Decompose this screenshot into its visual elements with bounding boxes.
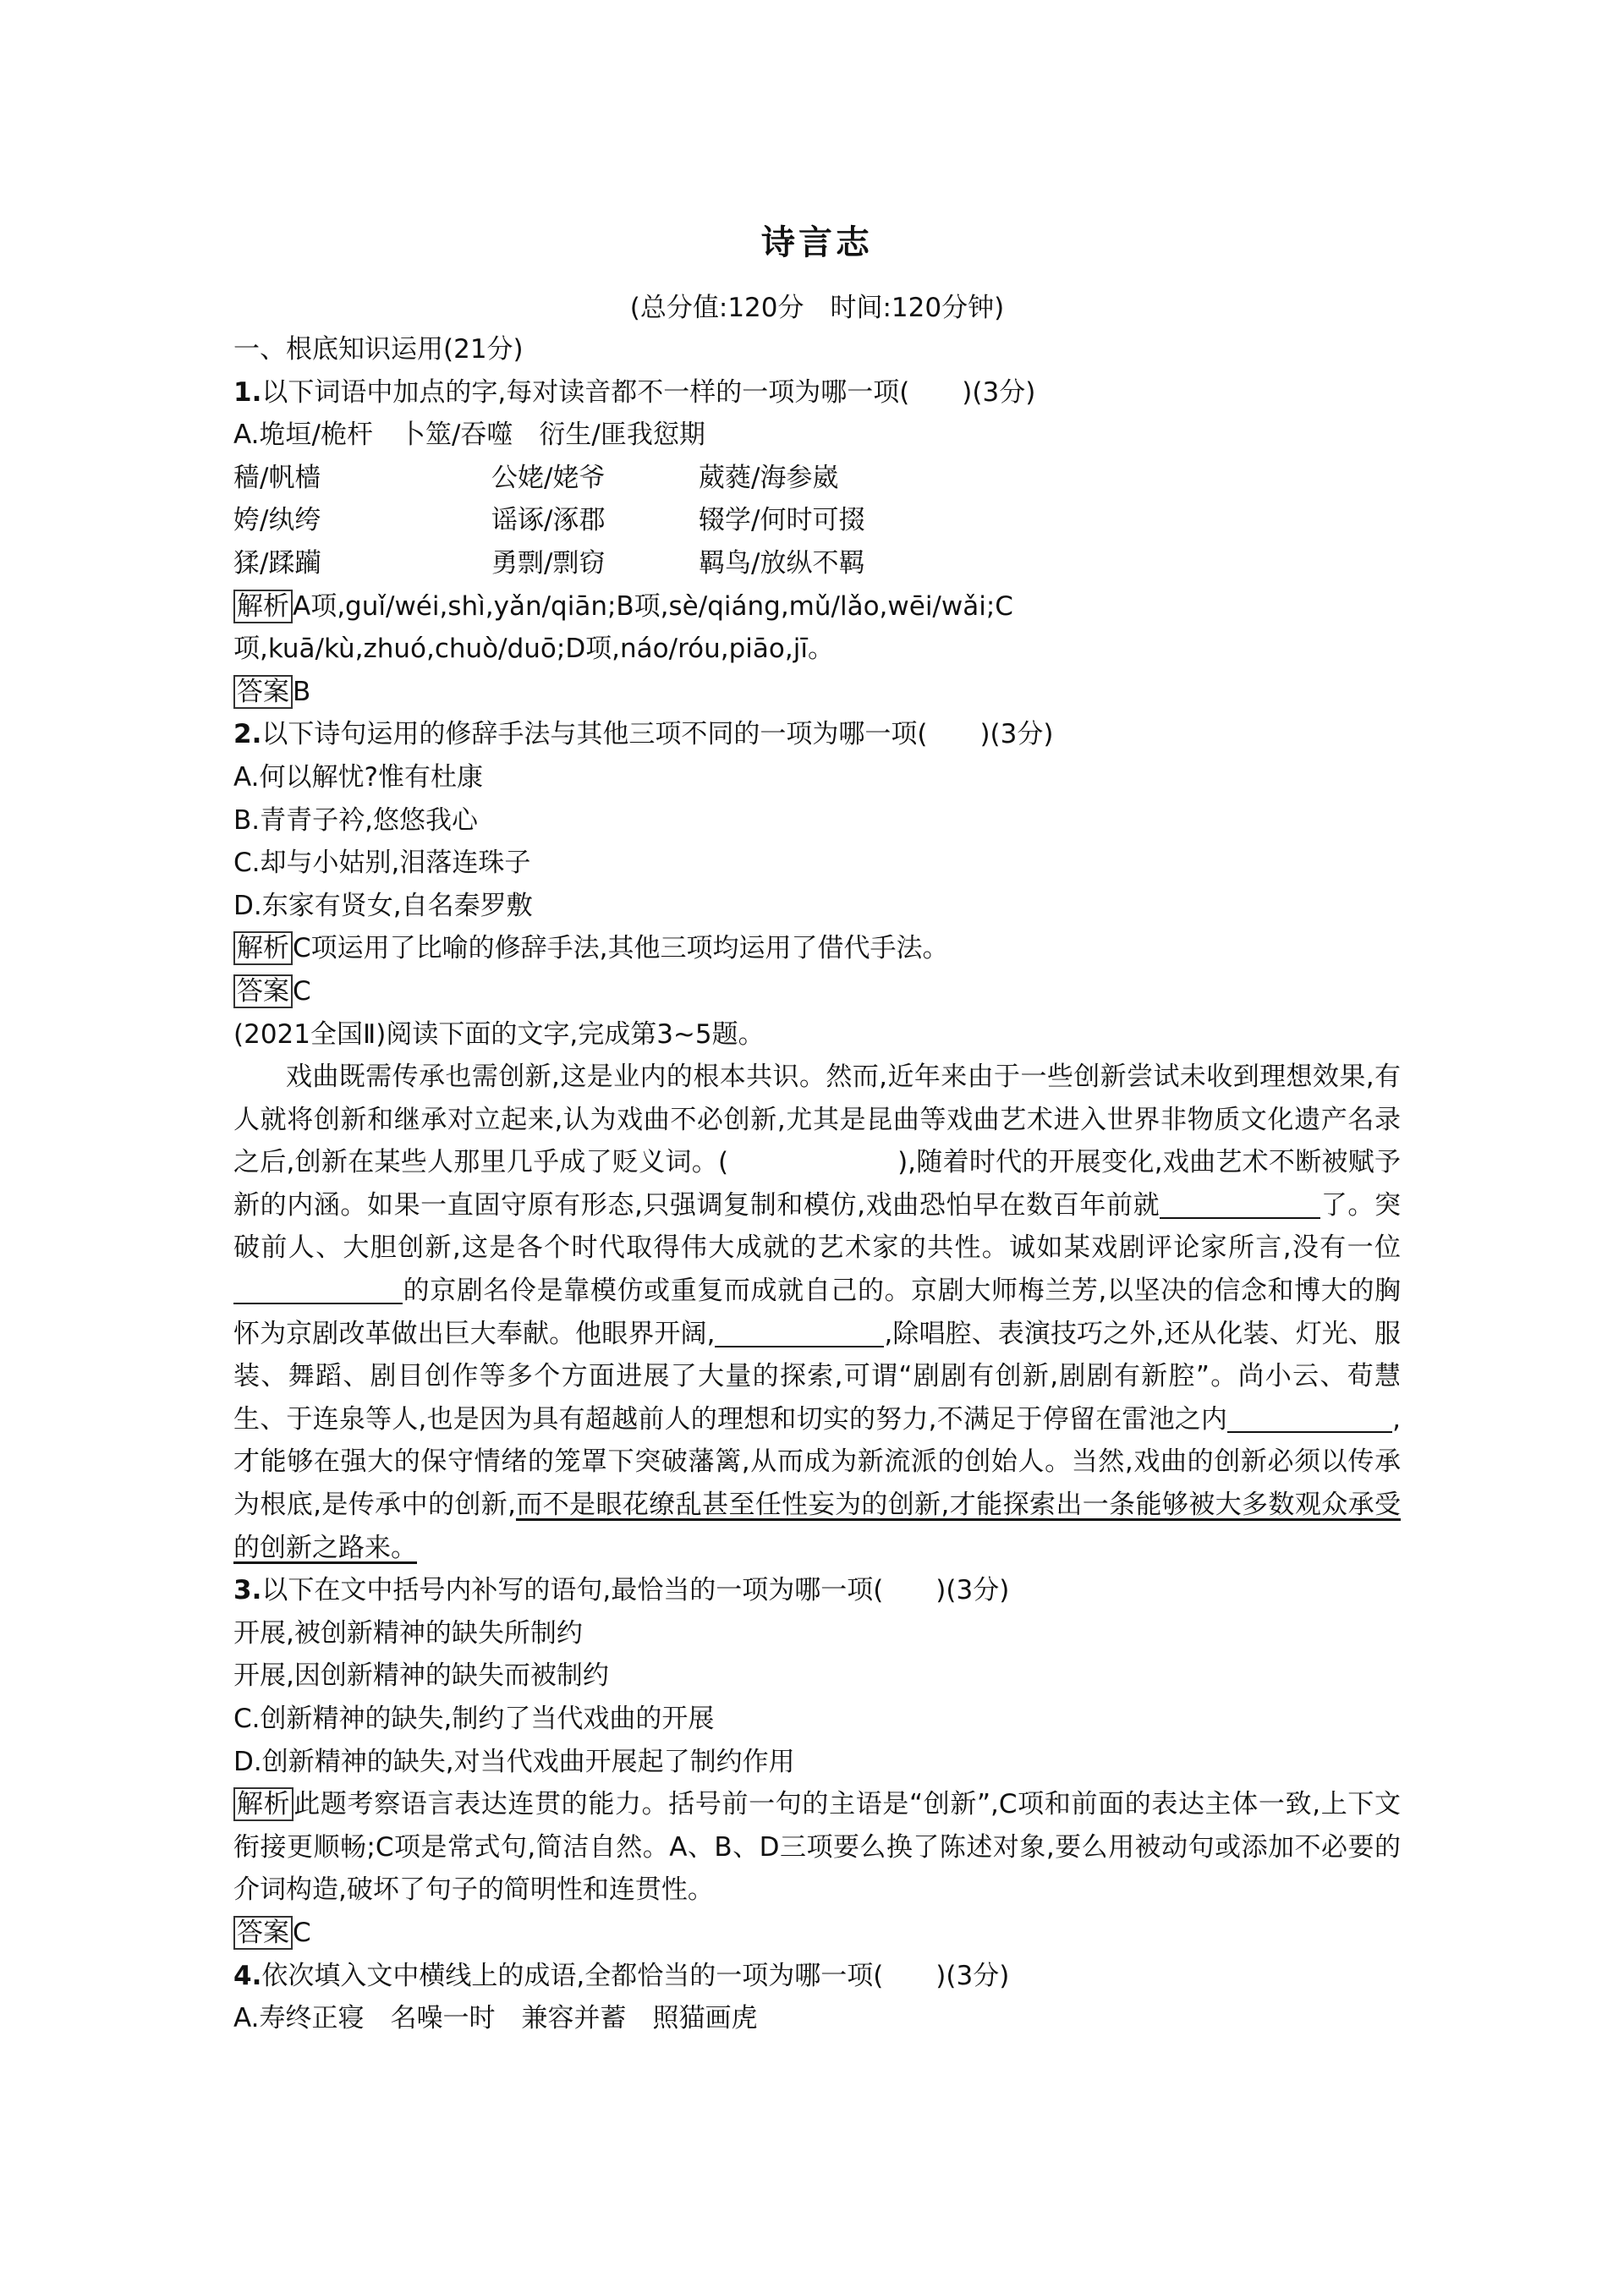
q1-answer: 答案 B xyxy=(233,671,1401,714)
q3-option-c: C.创新精神的缺失,制约了当代戏曲的开展 xyxy=(233,1704,715,1734)
underlined-sentence: 而不是眼花缭乱甚至任性妄为的创新,才能探索出一条能够被大多数观众承受的创新之路来。 xyxy=(233,1490,1401,1563)
answer-tag: 答案 xyxy=(233,974,293,1008)
q3-answer: 答案 C xyxy=(233,1912,1401,1955)
page-title: 诗言志 xyxy=(761,223,873,262)
analysis-tag: 解析 xyxy=(233,931,293,965)
q2-option-a: A.何以解忧?惟有杜康 xyxy=(233,761,483,793)
answer-tag: 答案 xyxy=(233,675,293,709)
bracket-gap xyxy=(728,1147,897,1176)
section-heading: 一、根底知识运用(21分) xyxy=(233,334,524,365)
blank-1 xyxy=(1160,1188,1320,1219)
q3-option-b: 开展,因创新精神的缺失而被制约 xyxy=(233,1660,609,1692)
q2-answer: 答案 C xyxy=(233,970,1401,1013)
q2-analysis: 解析 C项运用了比喻的修辞手法,其他三项均运用了借代手法。 xyxy=(233,927,1401,970)
q1-option-row: 猱/蹂躏 勇剽/剽窃 羁鸟/放纵不羁 xyxy=(233,547,865,579)
question-1-stem: 1.以下词语中加点的字,每对读音都不一样的一项为哪一项( )(3分) xyxy=(233,376,1036,408)
q1-option-a: A.垝垣/桅杆 卜筮/吞噬 衍生/匪我愆期 xyxy=(233,420,705,451)
q3-option-d: D.创新精神的缺失,对当代戏曲开展起了制约作用 xyxy=(233,1746,795,1777)
q1-option-row: 穑/帆樯 公姥/姥爷 葳蕤/海参崴 xyxy=(233,462,839,493)
passage-text: 戏曲既需传承也需创新,这是业内的根本共识。然而,近年来由于一些创新尝试未收到理想效果,有人就将创新和继承对立起来,认为戏曲不必创新,尤其是昆曲等戏曲艺术进入世界非物质文化遗产名录之后,创新在某些人那里几乎成了贬义词。( ),随着时代的开展变化,戏曲艺术不断被赋予新的内涵。如果一直固守原有形态,只强调复制和模仿,戏曲恐怕早在数百年前就 了。突破前人、大胆创新,这是各个时代取得伟大成就的艺术家的共性。诚如某戏剧评论家所言,没有一位的京剧名伶是靠模仿或重复而成就自己的。京剧大师梅兰芳,以坚决的信念和博大的胸怀为京剧改革做出巨大奉献。他眼界开阔, ,除唱腔、表演技巧之外,还从化装、灯光、服装、舞蹈、剧目创作等多个方面进展了大量的探索,可谓“剧剧有创新,剧剧有新腔”。尚小云、荀慧生、于连泉等人,也是因为具有超越前人的理想和切实的努力,不满足于停留在雷池之内 ,才能够在强大的保守情绪的笼罩下突破藩篱,从而成为新流派的创始人。当然,戏曲的创新必须以传承为根底,是传承中的创新,而不是眼花缭乱甚至任性妄为的创新,才能探索出一条能够被大多数观众承受的创新之路来。 xyxy=(233,1062,1401,1563)
q3-option-a: 开展,被创新精神的缺失所制约 xyxy=(233,1617,583,1649)
blank-3 xyxy=(715,1317,884,1347)
question-number: 4. xyxy=(233,1960,262,1991)
question-number: 2. xyxy=(233,719,262,750)
q3-analysis: 解析 此题考察语言表达连贯的能力。括号前一句的主语是“创新”,C项和前面的表达主体一致,上下文衔接更顺畅;C项是常式句,简洁自然。A、B、D三项要么换了陈述对象,要么用被动句或添加不必要的介词构造,破坏了句子的简明性和连贯性。 xyxy=(233,1789,1401,1906)
q1-analysis-cont: 项,kuā/kù,zhuó,chuò/duō;D项,náo/róu,piāo,jī。 xyxy=(233,634,834,665)
q2-option-d: D.东家有贤女,自名秦罗敷 xyxy=(233,890,533,921)
question-2-stem: 2.以下诗句运用的修辞手法与其他三项不同的一项为哪一项( )(3分) xyxy=(233,719,1054,750)
analysis-tag: 解析 xyxy=(233,590,293,623)
blank-2 xyxy=(233,1274,403,1304)
question-number: 1. xyxy=(233,376,262,408)
question-3-stem: 3.以下在文中括号内补写的语句,最恰当的一项为哪一项( )(3分) xyxy=(233,1575,1010,1606)
question-4-stem: 4.依次填入文中横线上的成语,全都恰当的一项为哪一项( )(3分) xyxy=(233,1960,1010,1991)
passage-intro: (2021全国Ⅱ)阅读下面的文字,完成第3~5题。 xyxy=(233,1018,765,1050)
exam-meta: (总分值:120分 时间:120分钟) xyxy=(629,293,1005,323)
blank-4 xyxy=(1227,1402,1392,1433)
q2-option-c: C.却与小姑别,泪落连珠子 xyxy=(233,848,531,879)
q2-option-b: B.青青子衿,悠悠我心 xyxy=(233,804,478,836)
q4-option-a: A.寿终正寝 名噪一时 兼容并蓄 照猫画虎 xyxy=(233,2003,758,2034)
answer-tag: 答案 xyxy=(233,1916,293,1950)
analysis-tag: 解析 xyxy=(233,1787,294,1821)
question-number: 3. xyxy=(233,1575,262,1606)
q1-option-row: 姱/纨绔 谣诼/涿郡 辍学/何时可掇 xyxy=(233,505,865,536)
exam-body xyxy=(233,328,1401,2040)
q1-analysis: 解析 A项,guǐ/wéi,shì,yǎn/qiān;B项,sè/qiáng,mǔ/lǎo,wēi/wǎi;C xyxy=(233,585,1401,628)
